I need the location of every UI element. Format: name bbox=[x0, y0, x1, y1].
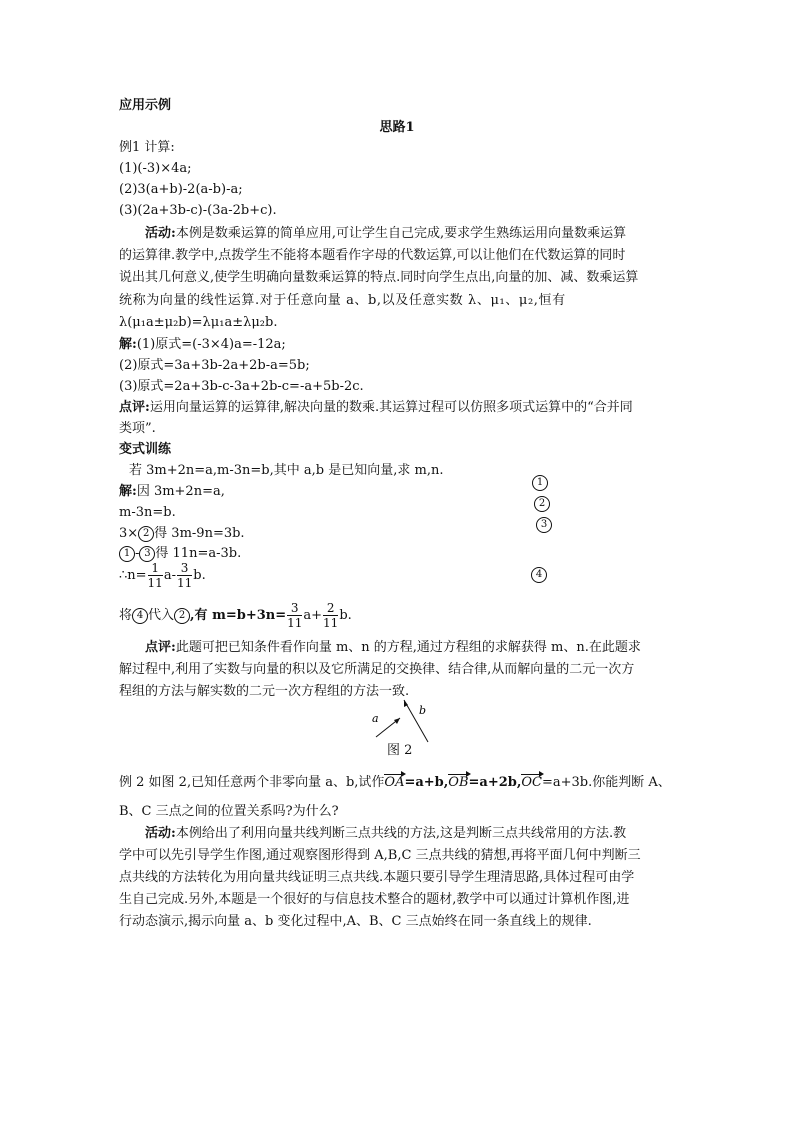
vector-b-label: b bbox=[419, 704, 427, 717]
vector-a-label: a bbox=[372, 712, 379, 725]
fraction-one-eleven: $\frac{1}{11}$ bbox=[147, 561, 163, 590]
vector-figure bbox=[364, 696, 444, 744]
circled-number-2-ref: 2 bbox=[138, 526, 154, 542]
activity2-line-5: 行动态演示,揭示向量 a、b 变化过程中,A、B、C 三点始终在同一条直线上的规律. bbox=[119, 914, 592, 929]
comment2-label: 点评: bbox=[145, 640, 176, 655]
solution1-line-2: (2)原式=3a+3b-2a+2b-a=5b; bbox=[119, 358, 310, 373]
circled-number-3: 3 bbox=[536, 517, 552, 533]
activity2-label: 活动: bbox=[145, 826, 176, 841]
activity1-line-2: 的运算律.教学中,点拨学生不能将本题看作字母的代数运算,可以让他们在代数运算的同时 bbox=[119, 248, 626, 263]
circled-number-2-ref-b: 2 bbox=[174, 608, 190, 624]
fraction-three-eleven-b: $\frac{3}{11}$ bbox=[287, 601, 303, 630]
variant-title: 变式训练 bbox=[119, 442, 172, 457]
circled-number-1-ref: 1 bbox=[119, 546, 135, 562]
circled-number-4-ref: 4 bbox=[132, 608, 148, 624]
example2-line-1: 例 2 如图 2,已知任意两个非零向量 a、b,试作OA=a+b,OB=a+2b,OC=a+3b.你能判断 A、 bbox=[119, 773, 671, 793]
vector-a-arrowhead bbox=[394, 718, 400, 724]
activity1-line-3: 说出其几何意义,使学生明确向量数乘运算的特点.同时向学生点出,向量的加、减、数乘运算 bbox=[119, 270, 639, 285]
solution1-line-1: 解:(1)原式=(-3×4)a=-12a; bbox=[119, 337, 286, 352]
activity1-line-1: 活动:本例是数乘运算的简单应用,可让学生自己完成,要求学生熟练运用向量数乘运算 bbox=[145, 226, 627, 241]
circled-number-1: 1 bbox=[532, 475, 548, 491]
comment2-line-2: 解过程中,利用了实数与向量的积以及它所满足的交换律、结合律,从而解向量的二元一次方 bbox=[119, 662, 635, 677]
variant-step-3: 3× 2 得 3m-9n=3b. bbox=[119, 526, 245, 541]
vector-oa: OA bbox=[384, 773, 404, 793]
comment1-line-1: 点评:运用向量运算的运算律,解决向量的数乘.其运算过程可以仿照多项式运算中的“合并同 bbox=[119, 400, 633, 415]
comment2-line-3: 程组的方法与解实数的二元一次方程组的方法一致. bbox=[119, 684, 410, 699]
activity1-line-5: λ(μ₁a±μ₂b)=λμ₁a±λμ₂b. bbox=[119, 315, 278, 330]
example1-item-3: (3)(2a+3b-c)-(3a-2b+c). bbox=[119, 203, 277, 218]
activity2-line-3: 点共线的方法转化为用向量共线证明三点共线.本题只要引导学生理清思路,具体过程可由学 bbox=[119, 870, 635, 885]
vector-oc: OC bbox=[521, 773, 542, 793]
vector-ob: OB bbox=[448, 773, 468, 793]
solution1-line-3: (3)原式=2a+3b-c-3a+2b-c=-a+5b-2c. bbox=[119, 379, 364, 394]
subtitle: 思路1 bbox=[379, 120, 415, 135]
activity1-label: 活动: bbox=[145, 226, 176, 241]
solution1-label: 解: bbox=[119, 337, 137, 352]
fraction-three-eleven: $\frac{3}{11}$ bbox=[176, 561, 193, 590]
comment1-label: 点评: bbox=[119, 400, 150, 415]
variant-step-4: 1 - 3 得 11n=a-3b. bbox=[119, 544, 241, 564]
variant-sol-label: 解: bbox=[119, 484, 137, 499]
section-title: 应用示例 bbox=[119, 98, 172, 113]
activity2-line-1: 活动:本例给出了利用向量共线判断三点共线的方法,这是判断三点共线常用的方法.教 bbox=[145, 826, 627, 841]
activity2-line-4: 生自己完成.另外,本题是一个很好的与信息技术整合的题材,教学中可以通过计算机作图,进 bbox=[119, 892, 630, 907]
fraction-two-eleven: $\frac{2}{11}$ bbox=[323, 601, 339, 630]
variant-step-2: m-3n=b. bbox=[119, 505, 176, 520]
example1-item-1: (1)(-3)×4a; bbox=[119, 161, 192, 176]
activity1-line-4: 统称为向量的线性运算.对于任意向量 a、b,以及任意实数 λ、μ₁、μ₂,恒有 bbox=[119, 293, 566, 308]
variant-step-1: 解:因 3m+2n=a, bbox=[119, 484, 225, 499]
example1-label: 例1 计算: bbox=[119, 140, 175, 155]
figure-caption: 图 2 bbox=[387, 743, 413, 758]
circled-number-3-ref: 3 bbox=[139, 546, 155, 562]
comment2-line-1: 点评:此题可把已知条件看作向量 m、n 的方程,通过方程组的求解获得 m、n.在此题求 bbox=[145, 640, 641, 655]
variant-step-6: 将 4 代入 2 ,有 m=b+3n= $\frac{3}{11}$ a+ $\frac{2}{11}$ b. bbox=[119, 601, 352, 630]
variant-step-5: ∴n= $\frac{1}{11}$ a- $\frac{3}{11}$ b. bbox=[119, 561, 206, 590]
circled-number-2: 2 bbox=[534, 496, 550, 512]
activity2-line-2: 学中可以先引导学生作图,通过观察图形得到 A,B,C 三点共线的猜想,再将平面几何中判断三 bbox=[119, 848, 641, 863]
circled-number-4: 4 bbox=[531, 567, 547, 583]
comment1-line-2: 类项”. bbox=[119, 421, 156, 436]
example2-line-2: B、C 三点之间的位置关系吗?为什么? bbox=[119, 804, 339, 819]
example1-item-2: (2)3(a+b)-2(a-b)-a; bbox=[119, 182, 243, 197]
variant-question: 若 3m+2n=a,m-3n=b,其中 a,b 是已知向量,求 m,n. bbox=[129, 463, 444, 478]
